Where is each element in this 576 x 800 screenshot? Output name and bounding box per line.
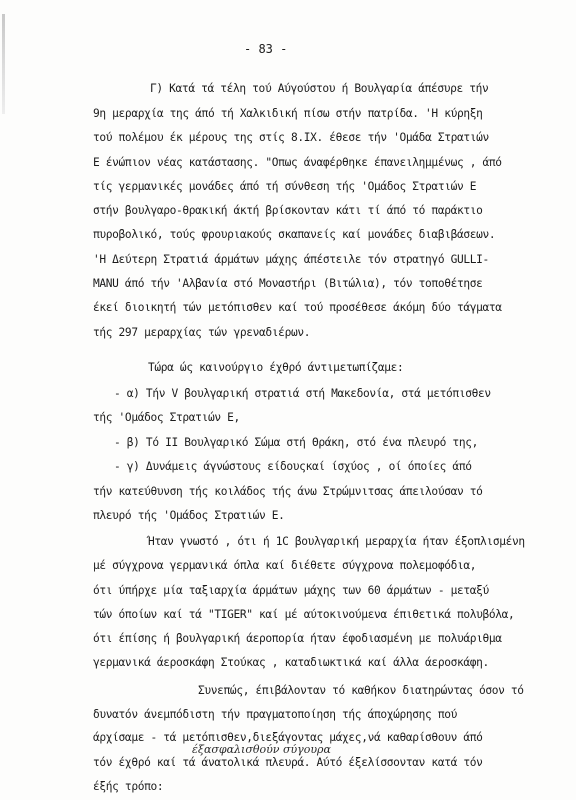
text-line: άρχίσαμε - τά μετόπισθεν,διεξάγοντας μάχες,νά καθαρίσθουν άπό: [93, 731, 483, 744]
text-line: πυροβολικό, τούς φρουριακούς σκαπανείς καί μονάδες διαβιβάσεων.: [93, 228, 496, 241]
text-line: Τώρα ώς καινούργιο έχθρό άντιμετωπίζαμε:: [148, 361, 404, 374]
text-line: τήν κατεύθυνση τής κοιλάδος τής άνω Στρώμνιτσας άπειλούσαν τό: [93, 485, 483, 498]
text-line: ότι έπίσης ή βουλγαρική άεροπορία ήταν έφοδιασμένη με πολυάριθμα: [93, 632, 502, 645]
page-number: - 83 -: [244, 42, 288, 56]
text-line: - γ) Δυνάμεις άγνώστους είδουςκαί ίσχύος , οί όποίες άπό: [114, 460, 472, 473]
text-line: Συνεπώς, έπιβάλονταν τό καθήκον διατηρώντας όσον τό: [198, 684, 524, 697]
text-line: τών όποίων καί τά "TIGER" καί μέ αύτοκινούμενα έπιθετικά πολυβόλα,: [93, 608, 515, 621]
text-line: 'Η Δεύτερη Στρατιά άρμάτων μάχης άπέστειλε τόν στρατηγό GULLI-: [93, 253, 489, 266]
text-line: μέ σύγχρονα γερμανικά όπλα καί διέθετε σύγχρονα πολεμοφόδια,: [93, 559, 477, 572]
text-line: τού πολέμου έκ μέρους της στίς 8.IX. έθεσε τήν 'Ομάδα Στρατιών: [93, 131, 489, 144]
text-line: τής 'Ομάδος Στρατιών Ε,: [93, 411, 240, 424]
text-line: στήν βουλγαρο-θρακική άκτή βρίσκονταν κάτι τί άπό τό παράκτιο: [93, 204, 483, 217]
text-line: ότι ύπήρχε μία ταξιαρχία άρμάτων μάχης των 60 άρμάτων - μεταξύ: [93, 584, 489, 597]
text-line: Ήταν γνωστό , ότι ή 1C βουλγαρική μεραρχία ήταν έξοπλισμένη: [148, 535, 525, 548]
text-line: 9η μεραρχία της άπό τή Χαλκιδική πίσω στήν πατρίδα. 'Η κύρηξη: [93, 107, 483, 120]
text-line: δυνατόν άνεμπόδιστη τήν πραγματοποίηση τής άποχώρησης πού: [93, 708, 457, 721]
text-line: Γ) Κατά τά τέλη τού Αύγούστου ή Βουλγαρία άπέσυρε τήν: [150, 82, 489, 95]
text-line: MANU άπό τήν 'Αλβανία στό Μοναστήρι (Βιτώλια), τόν τοποθέτησε: [93, 277, 483, 290]
scan-edge-mark: [2, 14, 5, 114]
text-line: τίς γερμανικές μονάδες άπό τή σύνθεση τής 'Ομάδος Στρατιών Ε: [93, 180, 477, 193]
text-line: τόν έχθρό καί τά άνατολικά πλευρά. Αύτό έξελίσσονταν κατά τόν: [93, 756, 483, 769]
text-line: έξής τρόπο:: [93, 780, 164, 793]
text-line: τής 297 μεραρχίας τών γρεναδιέρων.: [93, 326, 311, 339]
text-line: πλευρό τής 'Ομάδος Στρατιών Ε.: [93, 509, 285, 522]
text-line: Ε ένώπιον νέας κατάστασης. "Οπως άναφέρθηκε έπανειλημμένως , άπό: [93, 156, 502, 169]
text-line: γερμανικά άεροσκάφη Στούκας , καταδιωκτικά καί άλλα άεροσκάφη.: [93, 656, 489, 669]
text-line: - α) Τήν V βουλγαρική στρατιά στή Μακεδονία, στά μετόπισθεν: [114, 387, 491, 400]
text-line: - β) Τό ΙΙ Βουλγαρικό Σώμα στή Θράκη, στό ένα πλευρό της,: [114, 436, 478, 449]
handwritten-insertion: έξασφαλισθούν σύγουρα: [192, 743, 331, 756]
text-line: έκεί διοικητή τών μετόπισθεν καί τού προσέθεσε άκόμη δύο τάγματα: [93, 301, 502, 314]
